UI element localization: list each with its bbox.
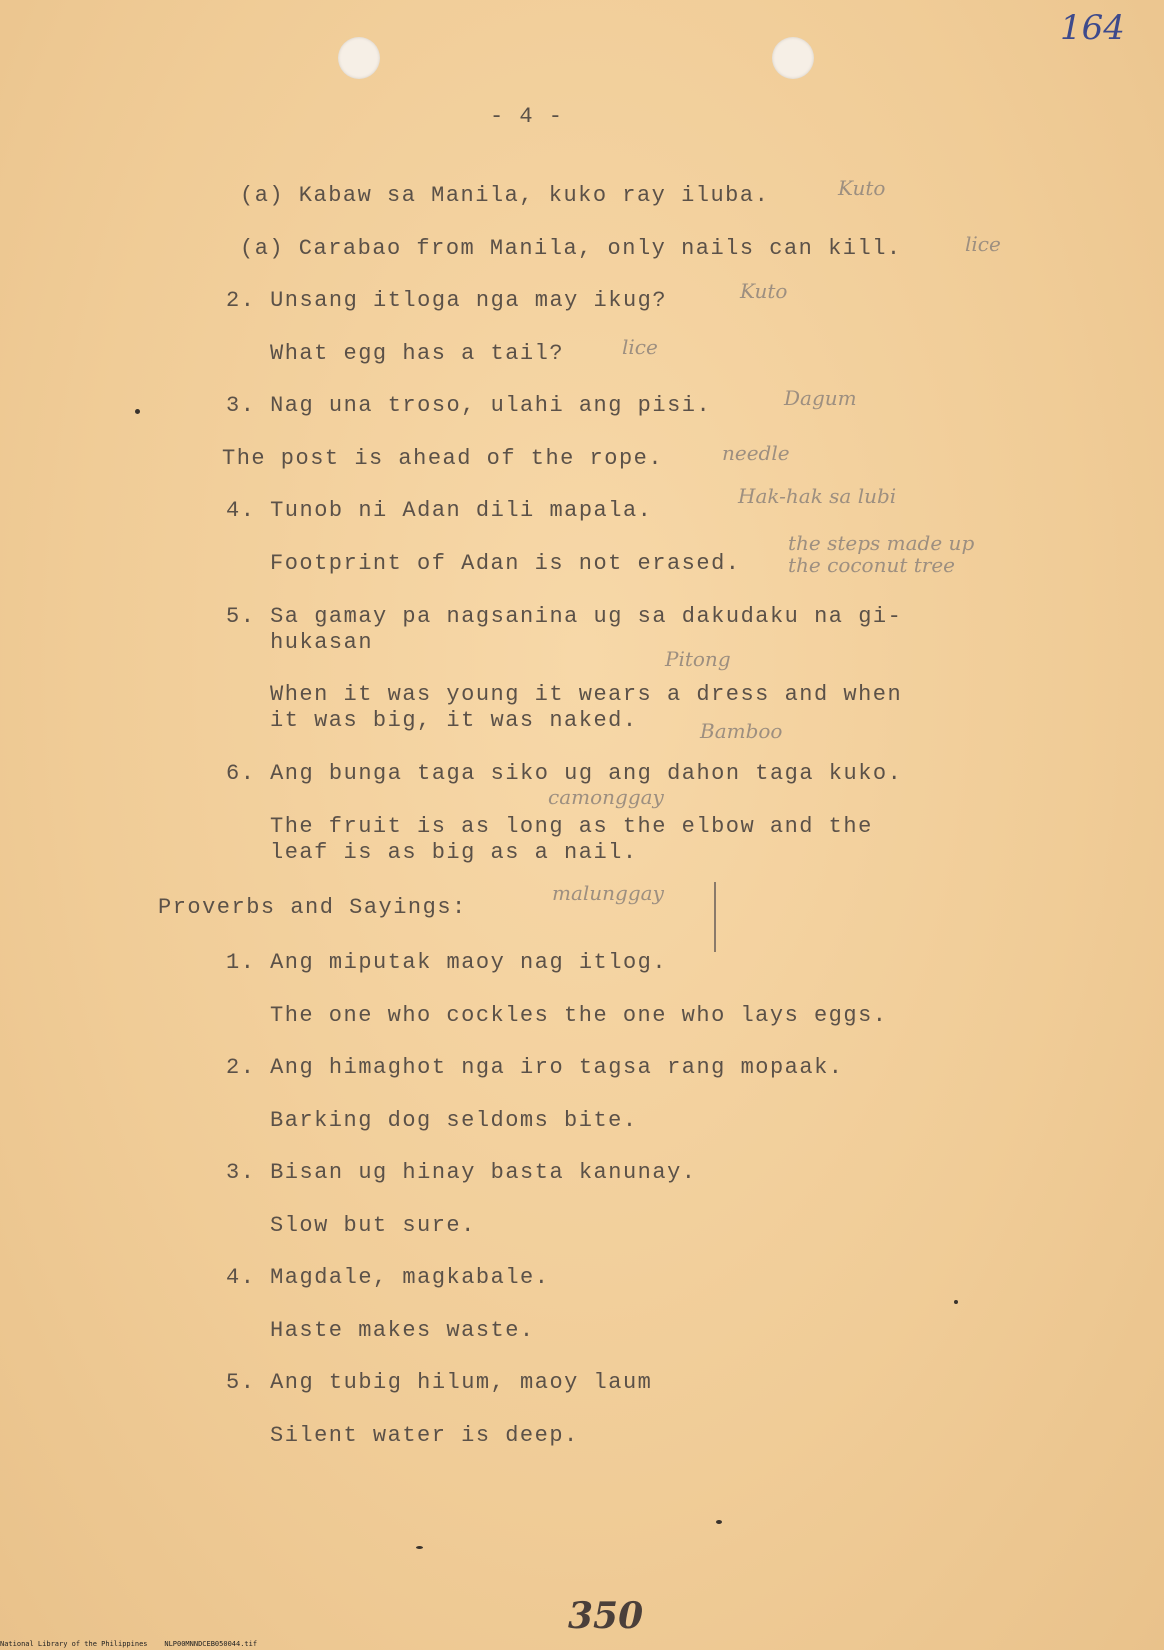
- ink-dot: [954, 1300, 958, 1304]
- proverb-5-translation: Silent water is deep.: [270, 1423, 579, 1448]
- riddle-4-annotation: Hak-hak sa lubi: [738, 484, 897, 508]
- page-label: - 4 -: [490, 104, 564, 129]
- margin-line: [714, 882, 716, 952]
- proverb-1-line: 1. Ang miputak maoy nag itlog.: [226, 950, 668, 975]
- riddle-2-line: 2. Unsang itloga nga may ikug?: [226, 288, 668, 313]
- riddle-2-translation: What egg has a tail?: [270, 341, 565, 366]
- punch-hole-left: [338, 37, 380, 79]
- proverb-4-line: 4. Magdale, magkabale.: [226, 1265, 550, 1290]
- riddle-5-translation: When it was young it wears a dress and when it was big, it was naked.: [270, 682, 903, 733]
- folio-number: 164: [1060, 8, 1125, 48]
- riddle-4-line: 4. Tunob ni Adan dili mapala.: [226, 498, 653, 523]
- riddle-2-translation-annotation: lice: [622, 335, 658, 359]
- ink-dot: [716, 1520, 722, 1524]
- riddle-1-annotation: Kuto: [838, 176, 886, 200]
- riddle-5-annotation: Pitong: [665, 647, 731, 671]
- section-title: Proverbs and Sayings:: [158, 895, 467, 920]
- riddle-5-translation-annotation: Bamboo: [700, 719, 783, 743]
- proverb-2-line: 2. Ang himaghot nga iro tagsa rang mopaak.: [226, 1055, 844, 1080]
- riddle-6-translation-annotation: malunggay: [552, 881, 664, 905]
- archive-footer: National Library of the Philippines NLP00MNNDCEB050044.tif: [0, 1640, 258, 1648]
- riddle-1-translation: (a) Carabao from Manila, only nails can kill.: [240, 236, 902, 261]
- proverb-5-line: 5. Ang tubig hilum, maoy laum: [226, 1370, 653, 1395]
- riddle-4-translation: Footprint of Adan is not erased.: [270, 551, 741, 576]
- stamp-number: 350: [568, 1595, 644, 1637]
- proverb-1-translation: The one who cockles the one who lays eggs.: [270, 1003, 888, 1028]
- proverb-3-line: 3. Bisan ug hinay basta kanunay.: [226, 1160, 697, 1185]
- riddle-3-translation-annotation: needle: [722, 441, 790, 465]
- riddle-1-line: (a) Kabaw sa Manila, kuko ray iluba.: [240, 183, 770, 208]
- riddle-5-line: 5. Sa gamay pa nagsanina ug sa dakudaku na gi- hukasan: [226, 604, 903, 655]
- riddle-6-annotation: camonggay: [548, 785, 664, 809]
- proverb-2-translation: Barking dog seldoms bite.: [270, 1108, 638, 1133]
- proverb-4-translation: Haste makes waste.: [270, 1318, 535, 1343]
- proverb-3-translation: Slow but sure.: [270, 1213, 476, 1238]
- riddle-6-translation: The fruit is as long as the elbow and the leaf is as big as a nail.: [270, 814, 873, 865]
- riddle-3-line: 3. Nag una troso, ulahi ang pisi.: [226, 393, 712, 418]
- riddle-2-annotation: Kuto: [740, 279, 788, 303]
- riddle-4-translation-annotation: the steps made up the coconut tree: [788, 531, 975, 577]
- punch-hole-right: [772, 37, 814, 79]
- ink-dot: [135, 409, 140, 414]
- riddle-3-translation: The post is ahead of the rope.: [222, 446, 664, 471]
- riddle-1-translation-annotation: lice: [965, 232, 1001, 256]
- ink-dot: [416, 1546, 423, 1549]
- riddle-3-annotation: Dagum: [784, 386, 857, 410]
- riddle-6-line: 6. Ang bunga taga siko ug ang dahon taga kuko.: [226, 761, 903, 786]
